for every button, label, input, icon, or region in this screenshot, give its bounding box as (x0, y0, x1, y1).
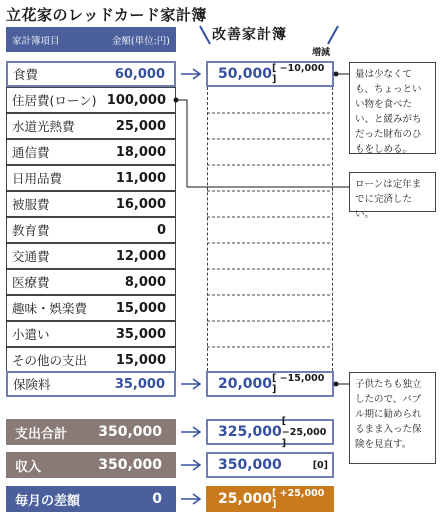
table-row (6, 269, 176, 295)
row-value: 11,000 (115, 170, 166, 186)
note-insurance: 子供たちも独立したので、バブル期に勧められるまま入った保険を見直す。 (349, 372, 436, 464)
improved-insurance-value: 20,000 (218, 376, 273, 392)
monthly-diff-value: 0 (152, 491, 162, 507)
row-label: その他の支出 (12, 353, 88, 368)
arrow-right-icon (180, 493, 202, 505)
row-value: 18,000 (115, 144, 166, 160)
row-label: 水道光熱費 (12, 119, 75, 134)
delta-label: 増減 (312, 48, 331, 58)
total-expense-row (6, 419, 176, 445)
improved-total-delta: [ −25,000 ] (281, 415, 327, 449)
arrow-right-icon (180, 426, 202, 438)
row-value: 35,000 (114, 376, 165, 392)
row-value: 16,000 (115, 196, 166, 212)
row-label: 教育費 (12, 223, 50, 238)
note-food: 量は少なくても、ちょっといい物を食べたい、と緩みがちだった財布のひもをしめる。 (349, 62, 436, 154)
improved-income-box (206, 452, 334, 478)
improved-total-box (206, 415, 334, 449)
row-label: 交通費 (12, 249, 50, 264)
row-label: 住居費(ローン) (12, 93, 97, 108)
improved-income-value: 350,000 (218, 457, 282, 473)
row-label: 食費 (13, 67, 39, 82)
table-row (6, 165, 176, 191)
table-header (6, 27, 176, 52)
table-row (6, 371, 176, 397)
row-value: 0 (156, 222, 166, 238)
row-value: 8,000 (124, 274, 166, 290)
row-label: 日用品費 (12, 171, 63, 186)
row-label: 保険料 (13, 377, 51, 392)
improved-total-value: 325,000 (218, 424, 282, 440)
table-row (6, 347, 176, 373)
row-value: 15,000 (115, 300, 166, 316)
note-connectors (170, 60, 360, 400)
improved-diff-delta: [ +25,000 ] (272, 488, 325, 510)
monthly-diff-row (6, 486, 176, 512)
improved-income-delta: [0] (312, 459, 328, 471)
income-label: 収入 (15, 459, 42, 475)
income-row (6, 452, 176, 478)
table-row (6, 243, 176, 269)
row-value: 12,000 (115, 248, 166, 264)
row-value: 100,000 (106, 92, 166, 108)
improved-diff-box (206, 486, 334, 512)
table-row (6, 113, 176, 139)
amount-column-header: 金額(単位:円) (111, 35, 170, 47)
table-row (6, 61, 176, 87)
total-expense-value: 350,000 (98, 424, 162, 440)
table-row (6, 191, 176, 217)
row-value: 25,000 (115, 118, 166, 134)
arrow-right-icon (180, 459, 202, 471)
row-value: 60,000 (114, 66, 165, 82)
note-loan: ローンは定年までに完済したい。 (349, 172, 436, 212)
improved-food-delta: [ −10,000 ] (272, 63, 325, 85)
table-row (6, 87, 176, 113)
row-value: 15,000 (115, 352, 166, 368)
row-value: 35,000 (115, 326, 166, 342)
improved-food-value: 50,000 (218, 66, 273, 82)
improved-diff-value: 25,000 (218, 491, 273, 507)
row-label: 趣味・娯楽費 (12, 301, 88, 316)
table-row (6, 295, 176, 321)
income-value: 350,000 (98, 457, 162, 473)
row-label: 小遣い (12, 327, 50, 342)
table-row (6, 321, 176, 347)
monthly-diff-label: 毎月の差額 (15, 493, 81, 509)
item-column-header: 家計簿項目 (12, 35, 60, 47)
table-row (6, 139, 176, 165)
row-label: 医療費 (12, 275, 50, 290)
row-label: 通信費 (12, 145, 50, 160)
improved-column-title: 改善家計簿 (212, 27, 287, 43)
row-label: 被服費 (12, 197, 50, 212)
table-row (6, 217, 176, 243)
improved-insurance-delta: [ −15,000 ] (272, 373, 325, 395)
page-title: 立花家のレッドカード家計簿 (6, 6, 207, 24)
total-expense-label: 支出合計 (15, 426, 68, 442)
